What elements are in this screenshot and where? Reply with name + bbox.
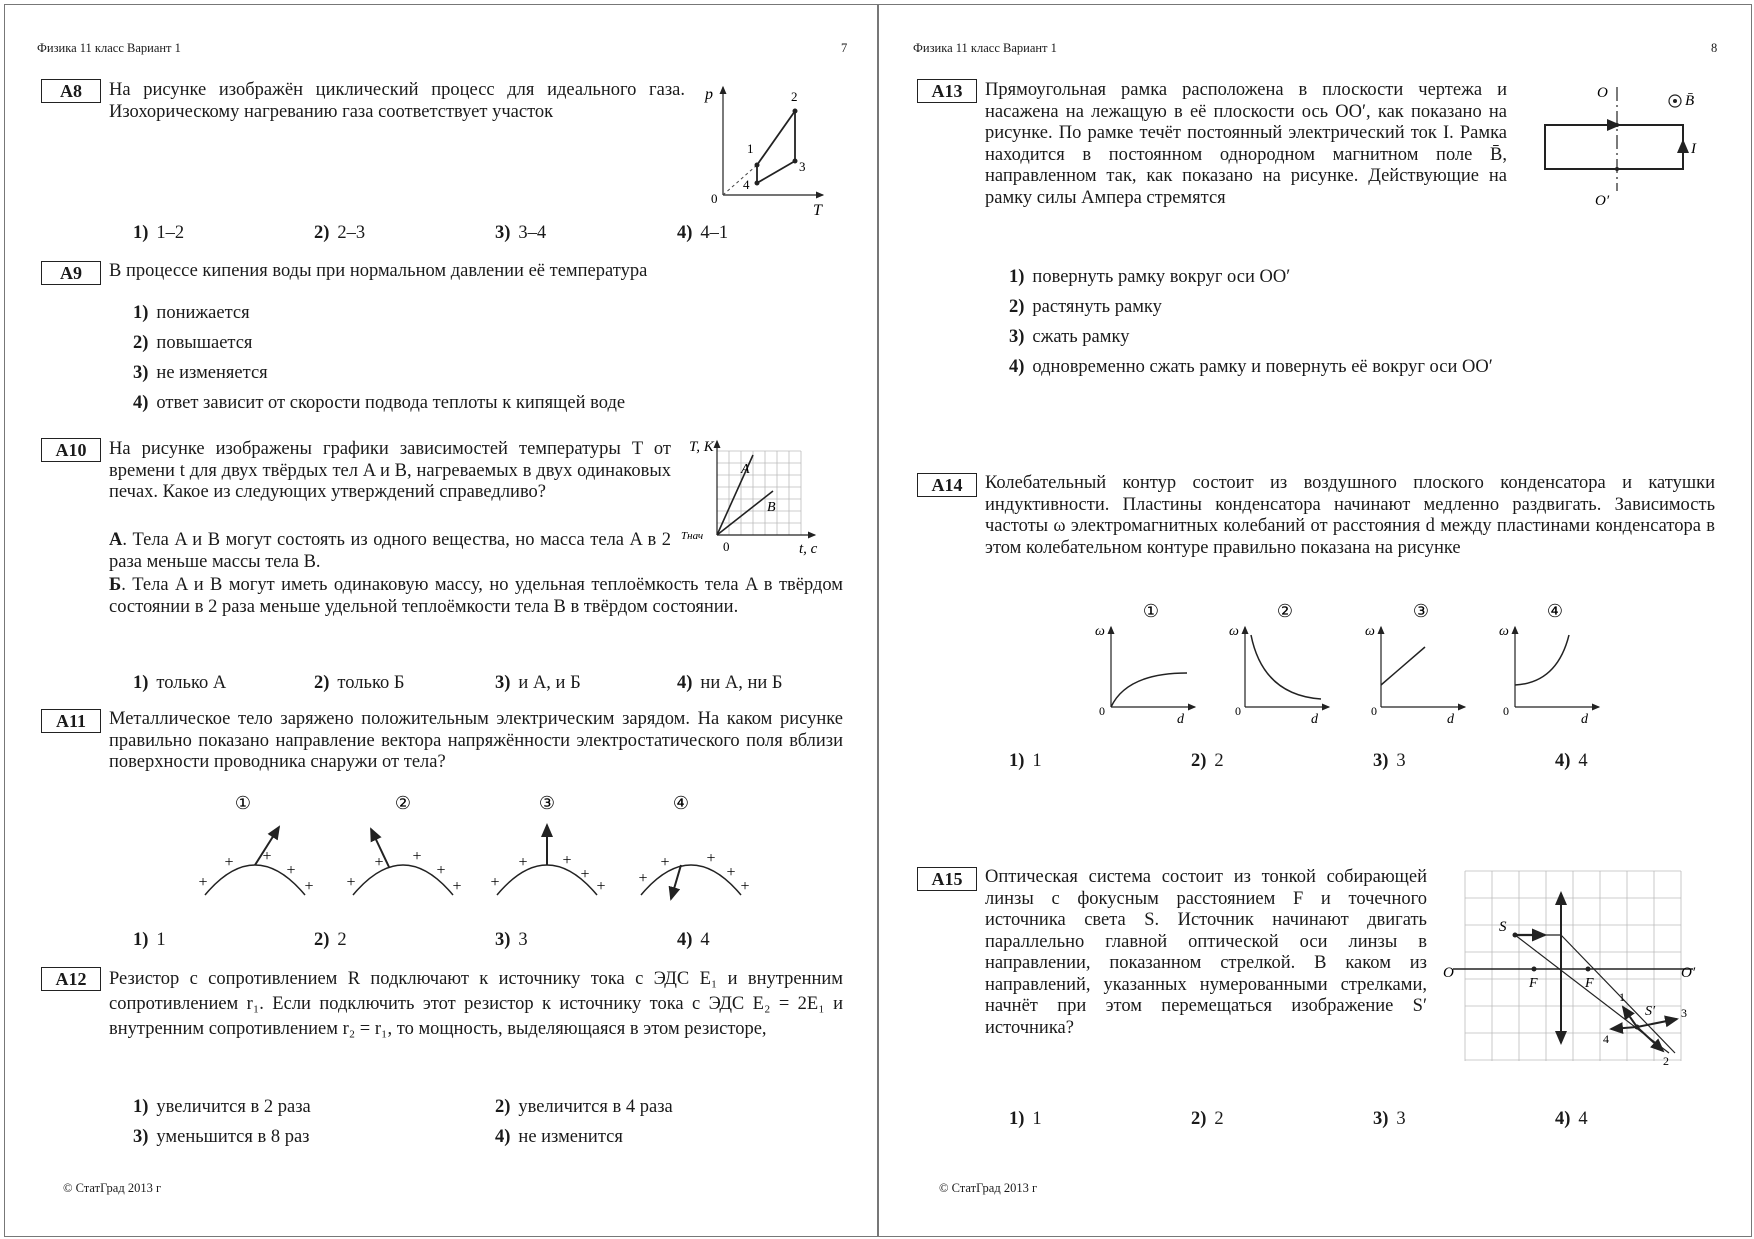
svg-text:+: +: [346, 874, 356, 891]
page-right: [878, 4, 1752, 1237]
option-a12-4[interactable]: 4) не изменится: [495, 1127, 623, 1147]
option-a14-1[interactable]: 1) 1: [1009, 751, 1042, 771]
svg-text:ω: ω: [1229, 624, 1239, 639]
option-a12-2[interactable]: 2) увеличится в 4 раза: [495, 1097, 673, 1117]
option-a15-3[interactable]: 3) 3: [1373, 1109, 1406, 1129]
svg-text:+: +: [374, 854, 384, 871]
focus-label-left: F: [1529, 976, 1538, 991]
field-vector-figures: [195, 791, 755, 911]
axis-label-t-start: Tнач: [681, 530, 704, 542]
svg-text:ω: ω: [1095, 624, 1105, 639]
option-a14-3[interactable]: 3) 3: [1373, 751, 1406, 771]
arrow-label-2: 2: [1663, 1054, 1669, 1068]
axis-origin: 0: [711, 191, 718, 206]
option-a8-3[interactable]: 3) 3–4: [495, 223, 547, 243]
page-footer: © СтатГрад 2013 г: [939, 1181, 1038, 1195]
question-text-a15: Оптическая система состоит из тонкой собирающей линзы с фокусным расстоянием F и точечного источника света S. Источник начинают двигать параллельно главной оптической оси линзы в направлении, показанном стрелкой. В каком из направлений, указанных нумерованными стрелками, начнёт при этом перемещаться изображение S′ источника?: [985, 867, 1427, 1038]
question-text-a13: Прямоугольная рамка расположена в плоскости чертежа и насажена на лежащую в её плоскости ось OO′, как показано на рисунке. По рамке течёт постоянный электрический ток I. Рамка находится в постоянном однородном магнитном поле B̄, направленном так, как показано на рисунке. Действующие на рамку силы Ампера стремятся: [985, 80, 1507, 208]
axis-label-time: t, с: [799, 541, 818, 557]
axis-origin: 0: [723, 539, 730, 554]
line-label-a: A: [741, 462, 750, 477]
source-label-s: S: [1499, 919, 1507, 935]
option-a14-2[interactable]: 2) 2: [1191, 751, 1224, 771]
option-a9-3[interactable]: 3) не изменяется: [133, 363, 268, 383]
svg-text:+: +: [304, 878, 314, 895]
svg-text:+: +: [740, 878, 750, 895]
point-label-4: 4: [743, 177, 750, 192]
svg-text:d: d: [1447, 712, 1454, 727]
question-label-a15: А15: [917, 867, 977, 891]
option-a11-4[interactable]: 4) 4: [677, 930, 710, 950]
option-a15-1[interactable]: 1) 1: [1009, 1109, 1042, 1129]
option-a15-4[interactable]: 4) 4: [1555, 1109, 1588, 1129]
option-a15-2[interactable]: 2) 2: [1191, 1109, 1224, 1129]
option-a10-1[interactable]: 1) только А: [133, 673, 227, 693]
option-a12-1[interactable]: 1) увеличится в 2 раза: [133, 1097, 311, 1117]
svg-text:①: ①: [234, 793, 252, 813]
omega-graph-3: [1365, 601, 1465, 727]
option-a11-2[interactable]: 2) 2: [314, 930, 347, 950]
svg-text:+: +: [726, 864, 736, 881]
statement-b: Б. Тела A и B могут иметь одинаковую массу, но удельная теплоёмкость тела A в твёрдом состоянии в 2 раза меньше удельной теплоёмкости тела B в твёрдом состоянии.: [109, 575, 843, 617]
svg-text:+: +: [452, 878, 462, 895]
point-label-1: 1: [747, 141, 754, 156]
option-a13-2[interactable]: 2) растянуть рамку: [1009, 297, 1162, 317]
option-a8-1[interactable]: 1) 1–2: [133, 223, 185, 243]
question-label-a12: А12: [41, 967, 101, 991]
svg-text:+: +: [490, 874, 500, 891]
arrow-label-1: 1: [1619, 990, 1625, 1004]
point-label-3: 3: [799, 159, 806, 174]
question-text-a9: В процессе кипения воды при нормальном давлении её температура: [109, 261, 648, 281]
svg-text:①: ①: [1142, 601, 1160, 621]
option-a10-4[interactable]: 4) ни А, ни Б: [677, 673, 783, 693]
option-a8-2[interactable]: 2) 2–3: [314, 223, 366, 243]
lens-optics-figure: [1443, 867, 1699, 1068]
question-text-a11: Металлическое тело заряжено положительным электрическим зарядом. На каком рисунке правильно показано направление вектора напряжённости электростатического поля вблизи поверхности проводника снаружи от тела?: [109, 709, 843, 772]
option-a13-4[interactable]: 4) одновременно сжать рамку и повернуть её вокруг оси OO′: [1009, 357, 1493, 377]
omega-graph-1: [1095, 601, 1195, 727]
svg-text:+: +: [596, 878, 606, 895]
option-a8-4[interactable]: 4) 4–1: [677, 223, 729, 243]
question-text-a12: Резистор с сопротивлением R подключают к источнику тока с ЭДС E₁ и внутренним сопротивлением r₁. Если подключить этот резистор к источнику тока с ЭДС E₂ = 2E₁ и внутренним сопротивлением r₂ = r₁, то мощность, выделяющаяся в этом резисторе,: [109, 969, 843, 1039]
svg-text:+: +: [224, 854, 234, 871]
svg-text:③: ③: [1412, 601, 1430, 621]
pt-cycle-graph: [695, 83, 835, 219]
line-label-b: B: [767, 500, 776, 515]
field-label-b: B̄: [1685, 93, 1695, 109]
svg-text:+: +: [638, 870, 648, 887]
page-number: 7: [841, 41, 848, 55]
svg-text:+: +: [262, 848, 272, 865]
field-figure-2: [346, 793, 461, 895]
svg-text:+: +: [580, 866, 590, 883]
option-a12-3[interactable]: 3) уменьшится в 8 раз: [133, 1127, 310, 1147]
option-a9-1[interactable]: 1) понижается: [133, 303, 250, 323]
svg-text:+: +: [412, 848, 422, 865]
svg-text:③: ③: [538, 793, 556, 813]
question-label-a8: А8: [41, 79, 101, 103]
omega-graph-4: [1499, 601, 1599, 727]
option-a13-1[interactable]: 1) повернуть рамку вокруг оси OO′: [1009, 267, 1291, 287]
svg-text:0: 0: [1503, 704, 1509, 718]
page-number: 8: [1711, 41, 1718, 55]
axis-label-p: p: [705, 86, 713, 103]
axis-label-o: O: [1443, 965, 1454, 981]
question-label-a14: А14: [917, 473, 977, 497]
temperature-time-graph: [681, 437, 833, 557]
statement-a: А. Тела A и B могут состоять из одного вещества, но масса тела A в 2 раза меньше массы тела B.: [109, 530, 671, 572]
svg-text:0: 0: [1099, 704, 1105, 718]
focus-label-right: F: [1585, 976, 1594, 991]
option-a11-1[interactable]: 1) 1: [133, 930, 166, 950]
svg-text:②: ②: [394, 793, 412, 813]
svg-text:②: ②: [1276, 601, 1294, 621]
svg-text:d: d: [1311, 712, 1318, 727]
question-label-a13: А13: [917, 79, 977, 103]
page-header: Физика 11 класс Вариант 1: [913, 41, 1057, 55]
image-label-s-prime: S′: [1645, 1004, 1656, 1019]
page-left: [4, 4, 878, 1237]
axis-label-o-prime: O′: [1681, 965, 1696, 981]
svg-text:d: d: [1581, 712, 1588, 727]
frame-in-field-figure: [1531, 83, 1741, 213]
svg-text:+: +: [706, 850, 716, 867]
question-label-a10: А10: [41, 438, 101, 462]
option-a11-3[interactable]: 3) 3: [495, 930, 528, 950]
question-label-a11: А11: [41, 709, 101, 733]
arrow-label-4: 4: [1603, 1032, 1609, 1046]
question-text-a8: На рисунке изображён циклический процесс для идеального газа. Изохорическому нагреванию газа соответствует участок: [109, 80, 685, 122]
axis-label-t: T: [813, 202, 822, 219]
option-a13-3[interactable]: 3) сжать рамку: [1009, 327, 1130, 347]
svg-text:d: d: [1177, 712, 1184, 727]
arrow-label-3: 3: [1681, 1006, 1687, 1020]
field-figure-3: [490, 793, 605, 895]
page-header: Физика 11 класс Вариант 1: [37, 41, 181, 55]
option-a10-2[interactable]: 2) только Б: [314, 673, 405, 693]
svg-text:0: 0: [1235, 704, 1241, 718]
axis-label-o: O: [1597, 85, 1608, 101]
axis-label-temperature: T, К: [689, 439, 714, 455]
option-a9-4[interactable]: 4) ответ зависит от скорости подвода теплоты к кипящей воде: [133, 393, 626, 413]
svg-text:④: ④: [672, 793, 690, 813]
svg-text:0: 0: [1371, 704, 1377, 718]
question-text-a14: Колебательный контур состоит из воздушного плоского конденсатора и катушки индуктивности. Пластины конденсатора начинают медленно раздвигать. Зависимость частоты ω электромагнитных колебаний от расстояния d между пластинами конденсатора в этом колебательном контуре правильно показана на рисунке: [985, 473, 1715, 558]
omega-graph-2: [1229, 601, 1329, 727]
svg-text:ω: ω: [1499, 624, 1509, 639]
svg-text:④: ④: [1546, 601, 1564, 621]
svg-text:ω: ω: [1365, 624, 1375, 639]
frequency-distance-graphs: [1091, 599, 1591, 729]
svg-text:+: +: [286, 862, 296, 879]
axis-label-o-prime: O′: [1595, 193, 1610, 209]
question-label-a9: А9: [41, 261, 101, 285]
svg-text:+: +: [562, 852, 572, 869]
svg-text:+: +: [436, 862, 446, 879]
option-a9-2[interactable]: 2) повышается: [133, 333, 253, 353]
page-footer: © СтатГрад 2013 г: [63, 1181, 162, 1195]
svg-text:+: +: [660, 854, 670, 871]
field-figure-1: [198, 793, 313, 895]
svg-text:+: +: [198, 874, 208, 891]
option-a14-4[interactable]: 4) 4: [1555, 751, 1588, 771]
option-a10-3[interactable]: 3) и А, и Б: [495, 673, 581, 693]
field-figure-4: [638, 793, 749, 899]
point-label-2: 2: [791, 89, 798, 104]
question-text-a10: На рисунке изображены графики зависимостей температуры T от времени t для двух твёрдых тел A и B, нагреваемых в двух одинаковых печах. Какое из следующих утверждений справедливо?: [109, 439, 671, 502]
svg-text:+: +: [518, 854, 528, 871]
current-label: I: [1691, 141, 1696, 157]
